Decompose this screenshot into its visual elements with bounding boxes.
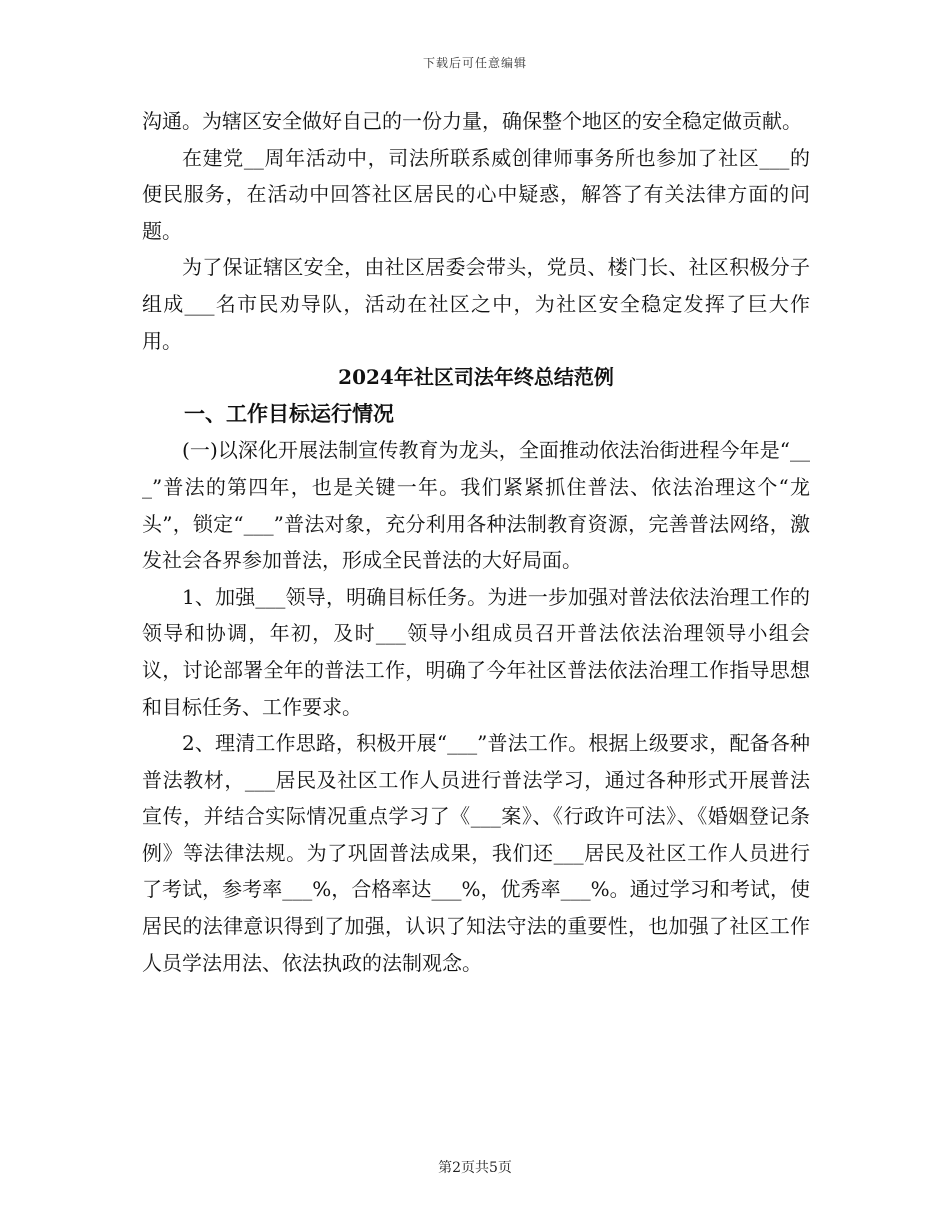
page-header: 下载后可任意编辑: [422, 56, 527, 70]
paragraph-party-anniversary: 在建党__周年活动中，司法所联系威创律师事务所也参加了社区___的便民服务，在活动中回答社区居民的心中疑惑，解答了有关法律方面的问题。: [142, 145, 810, 243]
paragraph-leadership: 1、加强___领导，明确目标任务。为进一步加强对普法依法治理工作的领导和协调，年初，及时___领导小组成员召开普法依法治理领导小组会议，讨论部署全年的普法工作，明确了今年社区普法依法治理工作指导思想和目标任务、工作要求。: [142, 584, 810, 719]
document-title: 2024年社区司法年终总结范例: [338, 365, 614, 390]
document-body: [142, 103, 810, 981]
paragraph-work-approach: 2、理清工作思路，积极开展“___”普法工作。根据上级要求，配备各种普法教材，___居民及社区工作人员进行普法学习，通过各种形式开展普法宣传，并结合实际情况重点学习了《___案》、《行政许可法》、《婚姻登记条例》等法律法规。为了巩固普法成果，我们还___居民及社区工作人员进行了考试，参考率___%，合格率达___%，优秀率___%。通过学习和考试，使居民的法律意识得到了加强，认识了知法守法的重要性，也加强了社区工作人员学法用法、依法执政的法制观念。: [142, 731, 810, 975]
paragraph-safety-team: 为了保证辖区安全，由社区居委会带头，党员、楼门长、社区积极分子组成___名市民劝导队，活动在社区之中，为社区安全稳定发挥了巨大作用。: [142, 255, 810, 353]
paragraph-legal-education: (一)以深化开展法制宣传教育为龙头，全面推动依法治街进程今年是“___”普法的第四年，也是关键一年。我们紧紧抓住普法、依法治理这个“龙头”，锁定“___”普法对象，充分利用各种法制教育资源，完善普法网络，激发社会各界参加普法，形成全民普法的大好局面。: [142, 438, 810, 573]
paragraph-continuation: 沟通。为辖区安全做好自己的一份力量，确保整个地区的安全稳定做贡献。: [142, 109, 802, 133]
section-heading: 一、工作目标运行情况: [184, 400, 394, 426]
page-number: 第2页共5页: [438, 1160, 512, 1176]
